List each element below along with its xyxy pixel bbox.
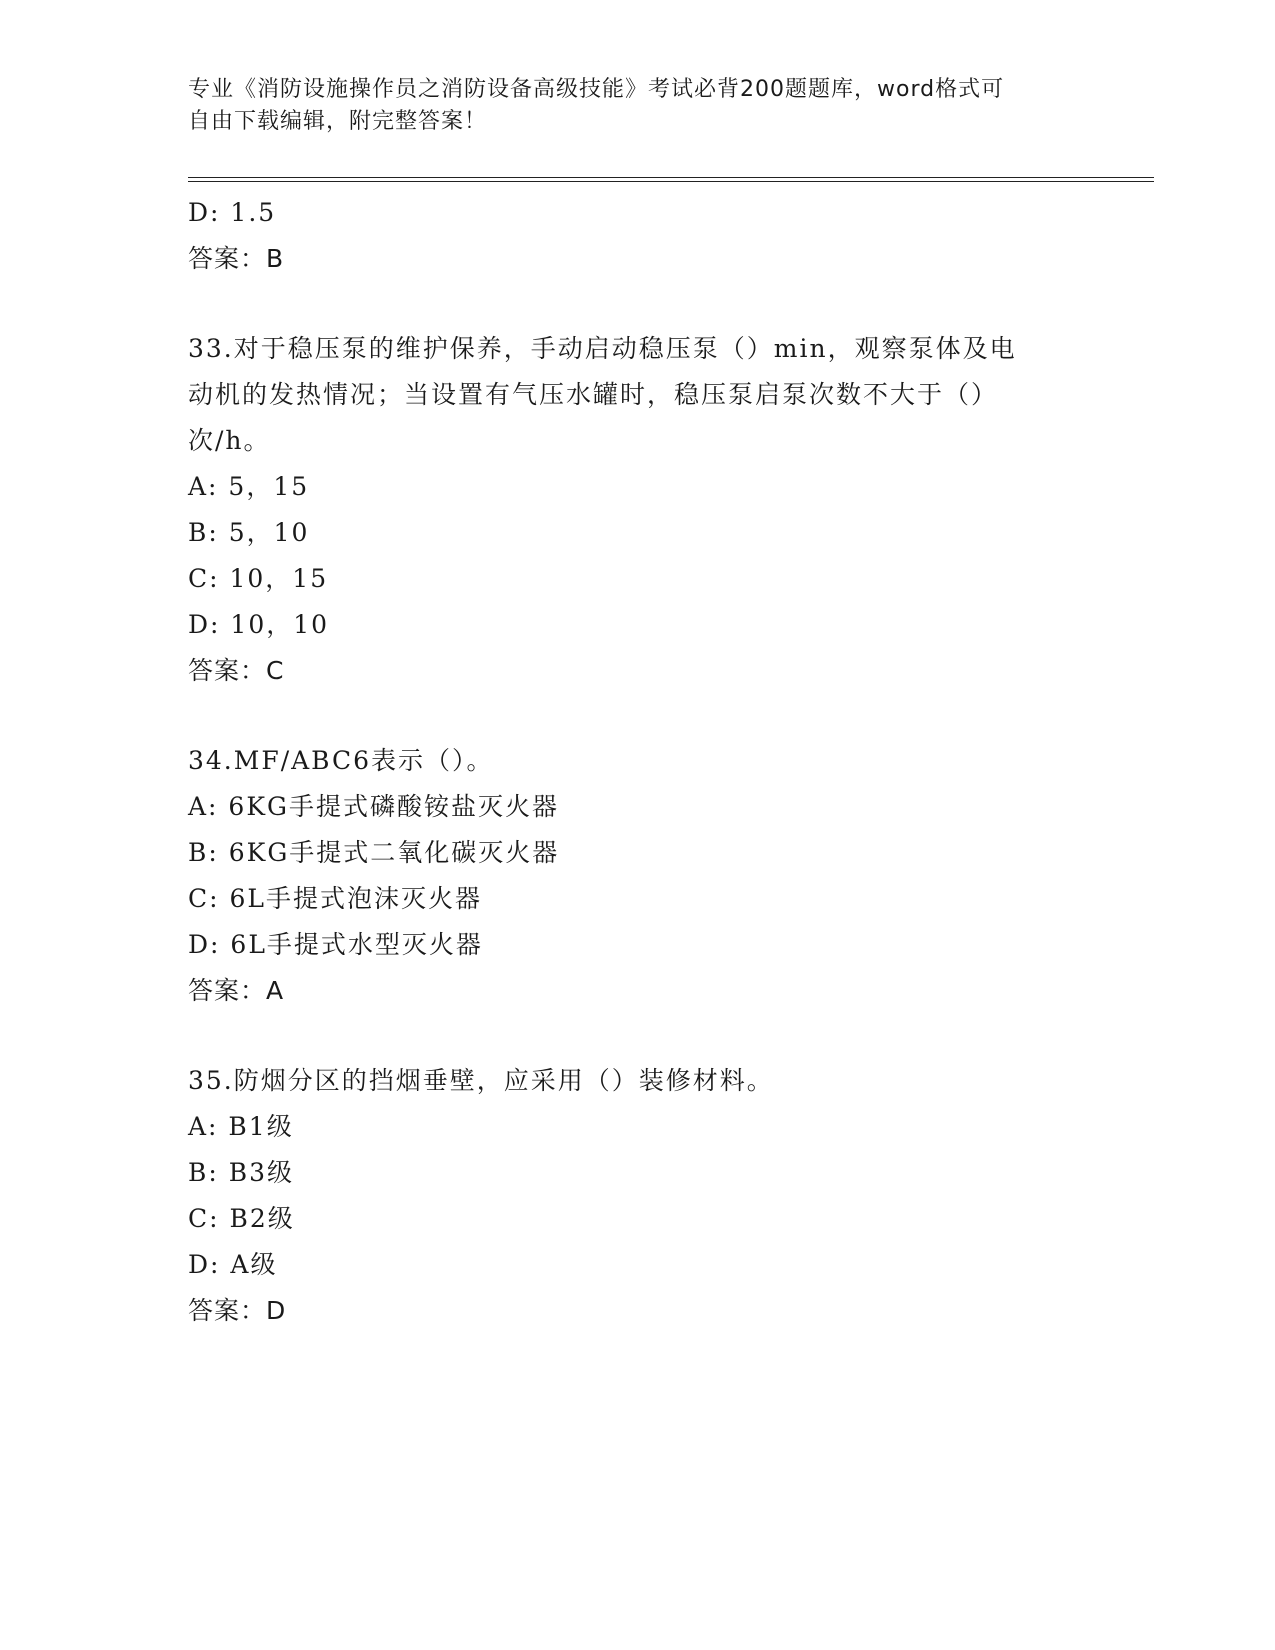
question-stem-line: 34.MF/ABC6表示（）。 bbox=[188, 746, 494, 775]
option-d: D: 6L手提式水型灭火器 bbox=[188, 930, 483, 959]
option-d: D: 10，10 bbox=[188, 610, 330, 639]
option-b: B: 6KG手提式二氧化碳灭火器 bbox=[188, 838, 560, 867]
option-b: B: 5，10 bbox=[188, 518, 310, 547]
question-stem-line: 次/h。 bbox=[188, 426, 271, 455]
spacer bbox=[188, 1014, 1088, 1058]
header-divider-bottom bbox=[188, 181, 1154, 182]
question-34 bbox=[188, 738, 1088, 1014]
question-stem-line: 动机的发热情况；当设置有气压水罐时，稳压泵启泵次数不大于（） bbox=[188, 380, 999, 409]
question-stem-line: 35.防烟分区的挡烟垂壁，应采用（）装修材料。 bbox=[188, 1066, 774, 1095]
question-fragment bbox=[188, 190, 1088, 282]
spacer bbox=[188, 694, 1088, 738]
option-c: C: 10，15 bbox=[188, 564, 329, 593]
spacer bbox=[188, 282, 1088, 326]
question-content bbox=[188, 190, 1088, 1334]
answer: 答案：C bbox=[188, 656, 285, 685]
option-d: D: 1.5 bbox=[188, 198, 277, 227]
option-b: B: B3级 bbox=[188, 1158, 295, 1187]
header-line-1: 专业《消防设施操作员之消防设备高级技能》考试必背200题题库，word格式可 bbox=[188, 77, 1005, 102]
answer: 答案：A bbox=[188, 976, 285, 1005]
answer: 答案：D bbox=[188, 1296, 287, 1325]
option-a: A: 6KG手提式磷酸铵盐灭火器 bbox=[188, 792, 559, 821]
document-header bbox=[188, 74, 1088, 138]
answer: 答案：B bbox=[188, 244, 285, 273]
header-line-2: 自由下载编辑，附完整答案！ bbox=[188, 109, 488, 134]
option-a: A: 5，15 bbox=[188, 472, 310, 501]
header-divider-top bbox=[188, 177, 1154, 178]
question-33 bbox=[188, 326, 1088, 694]
option-a: A: B1级 bbox=[188, 1112, 294, 1141]
question-35 bbox=[188, 1058, 1088, 1334]
question-stem-line: 33.对于稳压泵的维护保养，手动启动稳压泵（）min，观察泵体及电 bbox=[188, 334, 1017, 363]
option-c: C: 6L手提式泡沫灭火器 bbox=[188, 884, 483, 913]
option-c: C: B2级 bbox=[188, 1204, 295, 1233]
option-d: D: A级 bbox=[188, 1250, 278, 1279]
